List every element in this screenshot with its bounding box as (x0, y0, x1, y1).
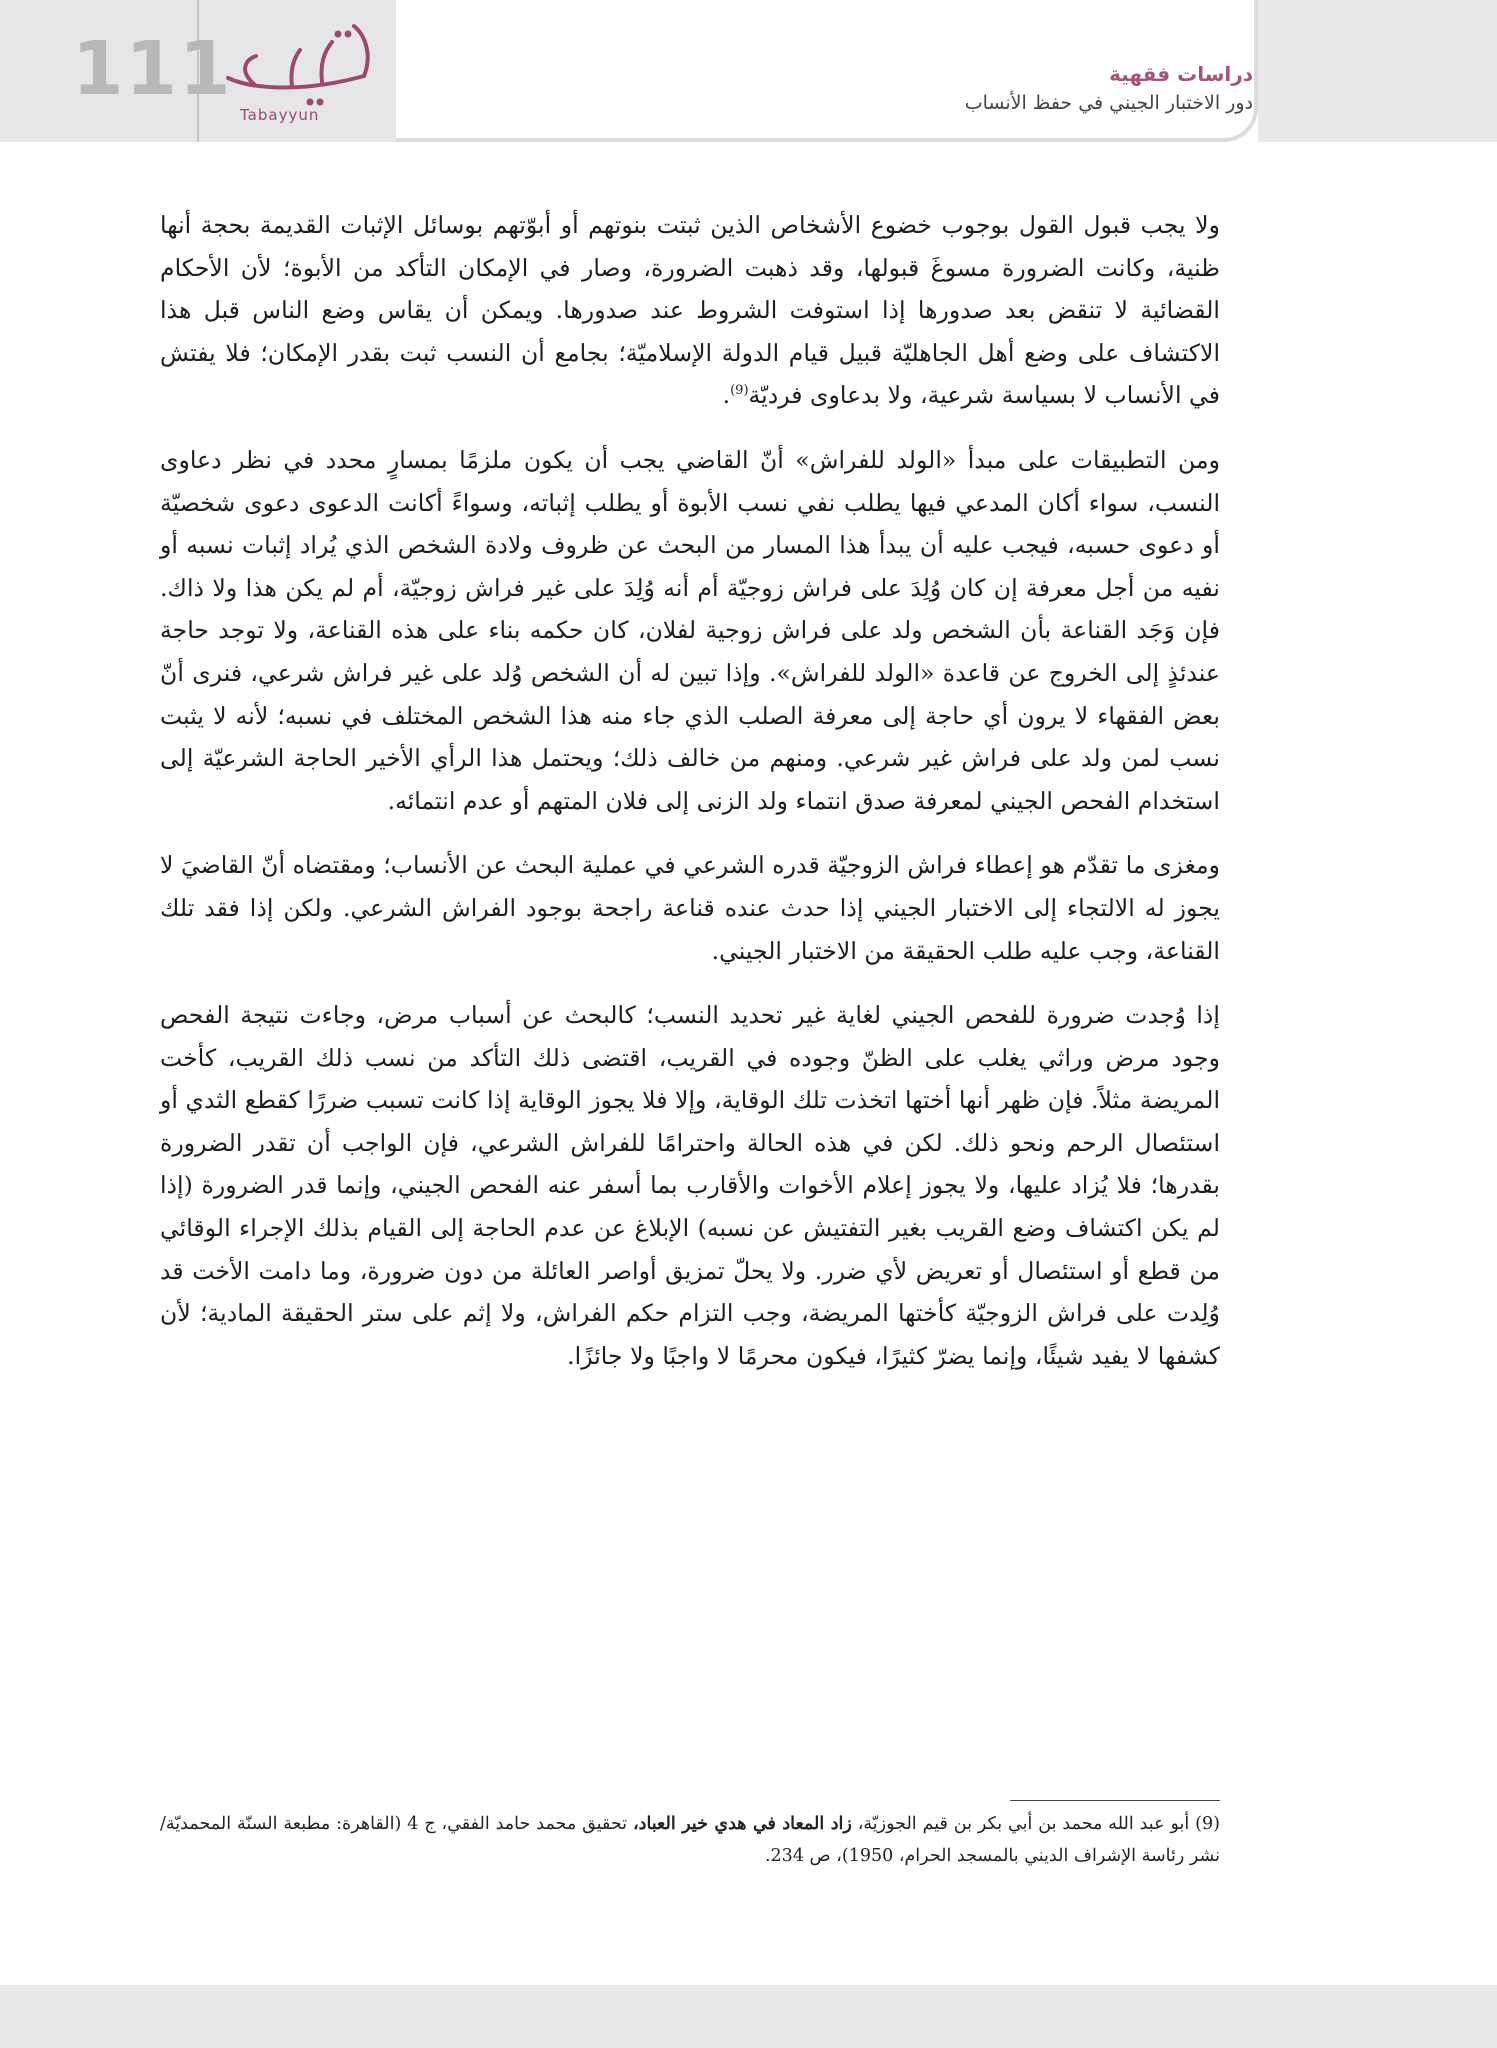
footnote-author: أبو عبد الله محمد بن أبي بكر بن قيم الجوزيّة، (857, 1814, 1190, 1834)
page-footer-band (0, 1985, 1497, 2048)
paragraph-1-text: ولا يجب قبول القول بوجوب خضوع الأشخاص الذين ثبتت بنوتهم أو أبوّتهم بوسائل الإثبات القديمة بحجة أنها ظنية، وكانت الضرورة مسوغَ قبولها، وقد ذهبت الضرورة، وصار في الإمكان التأكد من الأبوة؛ لأن الأحكام القضائية لا تنقض بعد صدورها إذا استوفت الشروط عند صدورها. ويمكن أن يقاس وضع الناس قبل هذا الاكتشاف على وضع أهل الجاهليّة قبيل قيام الدولة الإسلاميّة؛ بجامع أن النسب ثبت بقدر الإمكان؛ فلا يفتش في الأنساب لا بسياسة شرعية، ولا بدعاوى فرديّة (160, 211, 1220, 410)
footnote-separator (1010, 1800, 1220, 1801)
header-right-panel (1258, 0, 1497, 142)
paragraph-3: ومغزى ما تقدّم هو إعطاء فراش الزوجيّة قدره الشرعي في عملية البحث عن الأنساب؛ ومقتضاه أنّ القاضيَ لا يجوز له الالتجاء إلى الاختبار الجيني إذا حدث عنده قناعة راجحة بوجود الفراش الشرعي. ولكن إذا فقد تلك القناعة، وجب عليه طلب الحقيقة من الاختبار الجيني. (160, 851, 1220, 965)
paragraph-4: إذا وُجدت ضرورة للفحص الجيني لغاية غير تحديد النسب؛ كالبحث عن أسباب مرض، وجاءت نتيجة الفحص وجود مرض وراثي يغلب على الظنّ وجوده في القريب، اقتضى ذلك التأكد من نسب ذلك القريب، كأخت المريضة مثلاً. فإن ظهر أنها أختها اتخذت تلك الوقاية، وإلا فلا يجوز الوقاية إذا كانت تسبب ضررًا كقطع الثدي أو استئصال الرحم ونحو ذلك. لكن في هذه الحالة واحترامًا للفراش الشرعي، فإن الواجب أن تقدر الضرورة بقدرها؛ فلا يُزاد عليها، ولا يجوز إعلام الأخوات والأقارب بما أسفر عنه الفحص الجيني، وإنما قدر الضرورة (إذا لم يكن اكتشاف وضع القريب بغير التفتيش عن نسبه) الإبلاغ عن عدم الحاجة إلى القيام بذلك الإجراء الوقائي من قطع أو استئصال أو تعريض لأي ضرر. ولا يحلّ تمزيق أواصر العائلة من دون ضرورة، وما دامت الأخت قد وُلِدت على فراش الزوجيّة كأختها المريضة، وجب التزام حكم الفراش، ولا إثم على ستر الحقيقة المادية؛ لأن كشفها لا يفيد شيئًا، وإنما يضرّ كثيرًا، فيكون محرمًا لا واجبًا ولا جائزًا. (160, 1001, 1220, 1370)
footnote-number: (9) (1195, 1814, 1220, 1834)
paragraph-1 (160, 204, 1220, 417)
page-number: 111 (72, 26, 233, 112)
footnote-book-title: زاد المعاد في هدي خير العباد، (633, 1814, 852, 1834)
article-running-title: دور الاختبار الجيني في حفظ الأنساب (964, 92, 1253, 114)
section-title: دراسات فقهية (1109, 62, 1253, 86)
footnote-reference-9[interactable]: (9) (730, 383, 749, 399)
paragraph-2: ومن التطبيقات على مبدأ «الولد للفراش» أنّ القاضي يجب أن يكون ملزمًا بمسارٍ محدد في نظر دعاوى النسب، سواء أكان المدعي فيها يطلب نفي نسب الأبوة أو يطلب إثباته، وسواءً أكانت الدعوى دعوى شخصيّة أو دعوى حسبه، فيجب عليه أن يبدأ هذا المسار من البحث عن ظروف ولادة الشخص الذي يُراد إثبات نسبه أو نفيه من أجل معرفة إن كان وُلِدَ على فراش زوجيّة أم أنه وُلِدَ على غير فراش زوجيّة، أم لم يكن هذا ولا ذاك. فإن وَجَد القناعة بأن الشخص ولد على فراش زوجية لفلان، كان حكمه بناء على هذه القناعة، ولا توجد حاجة عندئذٍ إلى الخروج عن قاعدة «الولد للفراش». وإذا تبين له أن الشخص وُلد على غير فراش شرعي، فنرى أنّ بعض الفقهاء لا يرون أي حاجة إلى معرفة الصلب الذي جاء منه هذا الشخص المختلف في نسبه؛ لأنه لا يثبت نسب لمن ولد على فراش غير شرعي. ومنهم من خالف ذلك؛ ويحتمل هذا الرأي الأخير الحاجة الشرعيّة إلى استخدام الفحص الجيني لمعرفة صدق انتماء ولد الزنى إلى فلان المتهم أو عدم انتمائه. (160, 445, 1220, 815)
paragraph-1-end: . (722, 381, 731, 410)
page-header (0, 0, 1497, 142)
footnote-9 (160, 1808, 1220, 1872)
article-body (160, 204, 1220, 1399)
footnote-details: تحقيق محمد حامد الفقي، ج 4 (القاهرة: مطبعة السنّة المحمديّة/ نشر رئاسة الإشراف الديني بالمسجد الحرام، 1950)، ص 234. (160, 1814, 1220, 1866)
logo-latin-text: Tabayyun (240, 106, 320, 124)
